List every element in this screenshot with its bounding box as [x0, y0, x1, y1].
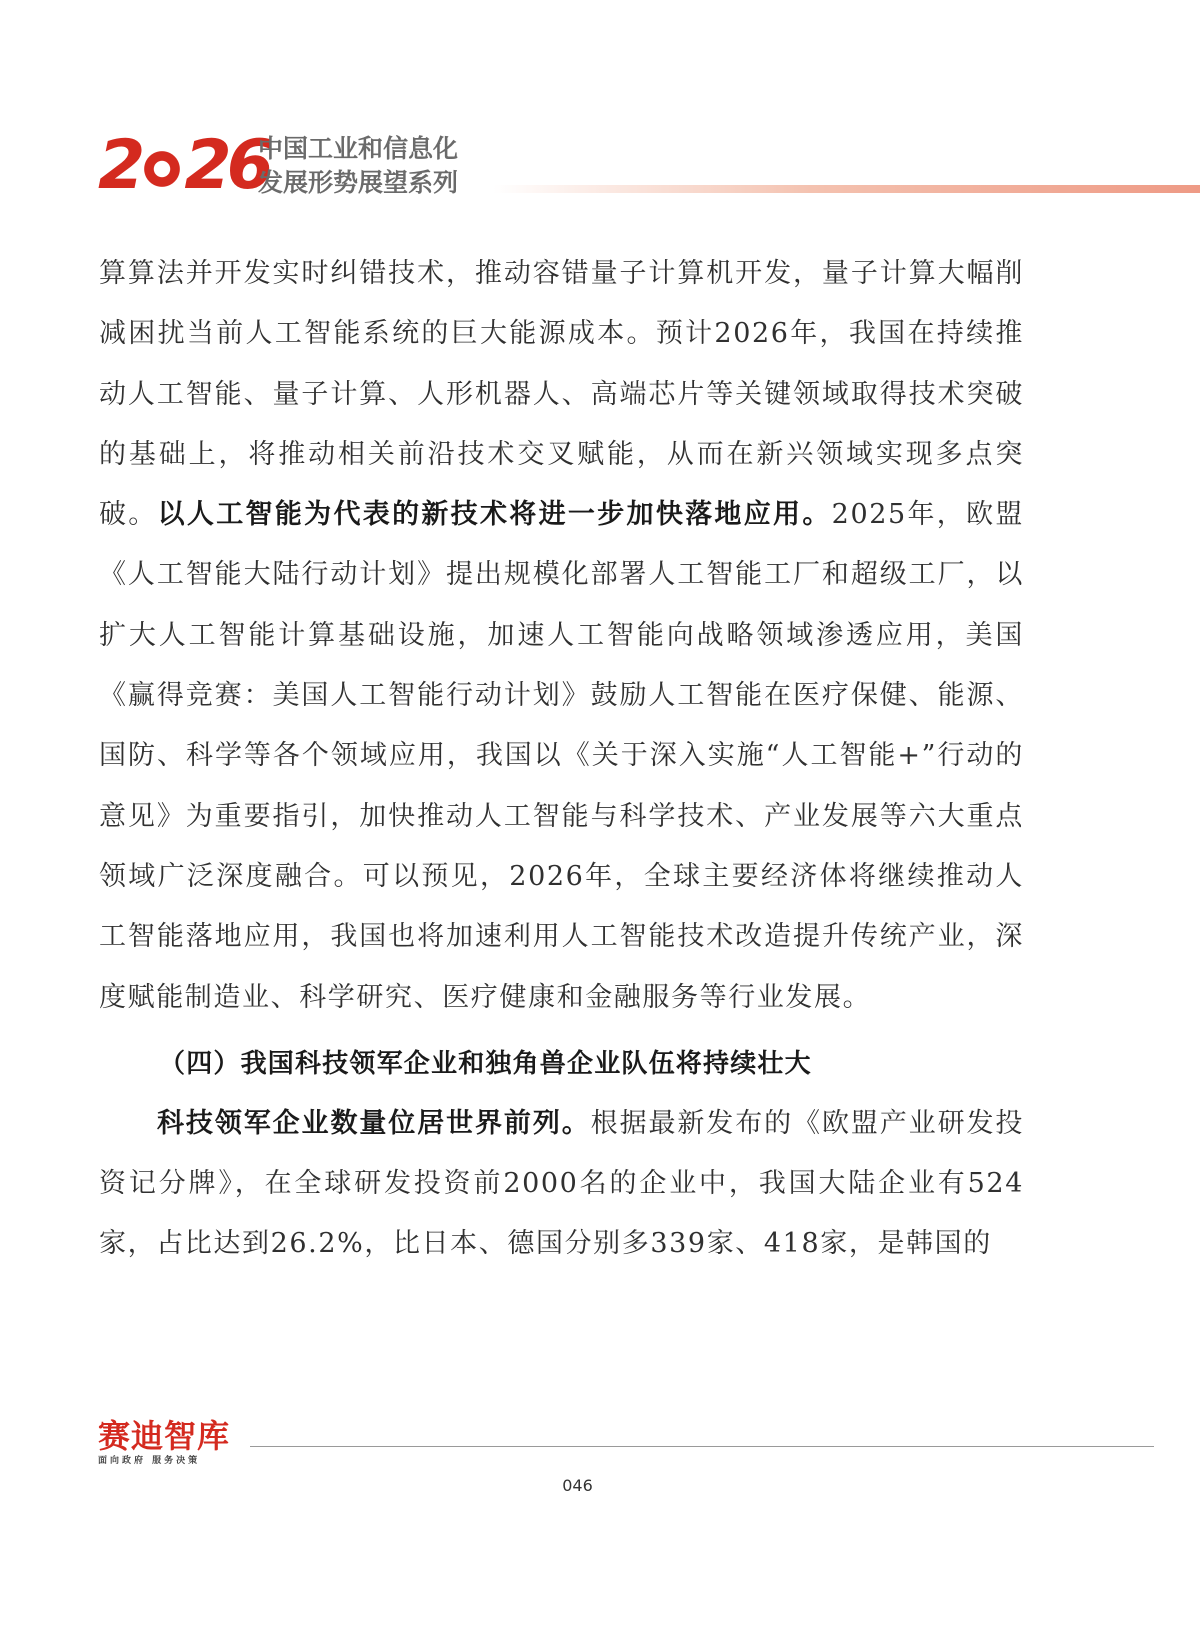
- page-header: [98, 128, 1200, 203]
- bold-lead-sentence: 以人工智能为代表的新技术将进一步加快落地应用。: [157, 499, 832, 531]
- series-title: [258, 132, 458, 200]
- series-title-line2: 发展形势展望系列: [258, 168, 459, 197]
- paragraph-leading-enterprises: [99, 1094, 1024, 1275]
- year-logo-suffix: 26: [184, 126, 269, 205]
- paragraph-text: 根据最新发布的《欧盟产业研发投资记分牌》，在全球研发投资前2000名的企业中，我国大陆企业有524家，占比达到26.2%，比日本、德国分别多339家、418家，是韩国的: [99, 1107, 1025, 1260]
- bold-lead-sentence: 科技领军企业数量位居世界前列。: [157, 1107, 591, 1139]
- series-title-line1: 中国工业和信息化: [258, 134, 459, 163]
- section-heading: （四）我国科技领军企业和独角兽企业队伍将持续壮大: [159, 1048, 812, 1079]
- footer-tagline: 面向政府 服务决策: [98, 1456, 201, 1466]
- year-logo: [98, 128, 269, 203]
- footer-brand-name: 赛迪智库: [98, 1417, 231, 1455]
- main-content: [99, 244, 1024, 1275]
- footer-rule: [250, 1446, 1154, 1447]
- page-number: 046: [562, 1476, 593, 1495]
- year-logo-prefix: 2: [98, 126, 141, 205]
- paragraph-ai-application: [99, 244, 1024, 1028]
- header-gradient-rule: [493, 185, 1200, 193]
- footer-logo: [98, 1418, 248, 1478]
- paragraph-text: 算算法并开发实时纠错技术，推动容错量子计算机开发，量子计算大幅削减困扰当前人工智能系统的巨大能源成本。预计2026年，我国在持续推动人工智能、量子计算、人形机器人、高端芯片等关键领域取得技术突破的基础上，将推动相关前沿技术交叉赋能，从而在新兴领域实现多点突破。: [99, 258, 1024, 531]
- gear-icon: [142, 149, 182, 189]
- paragraph-text: 2025年，欧盟《人工智能大陆行动计划》提出规模化部署人工智能工厂和超级工厂，以扩大人工智能计算基础设施，加速人工智能向战略领域渗透应用，美国《赢得竞赛：美国人工智能行动计划》鼓励人工智能在医疗保健、能源、国防、科学等各个领域应用，我国以《关于深入实施“人工智能+”行动的意见》为重要指引，加快推动人工智能与科学技术、产业发展等六大重点领域广泛深度融合。可以预见，2026年，全球主要经济体将继续推动人工智能落地应用，我国也将加速利用人工智能技术改造提升传统产业，深度赋能制造业、科学研究、医疗健康和金融服务等行业发展。: [99, 499, 1025, 1013]
